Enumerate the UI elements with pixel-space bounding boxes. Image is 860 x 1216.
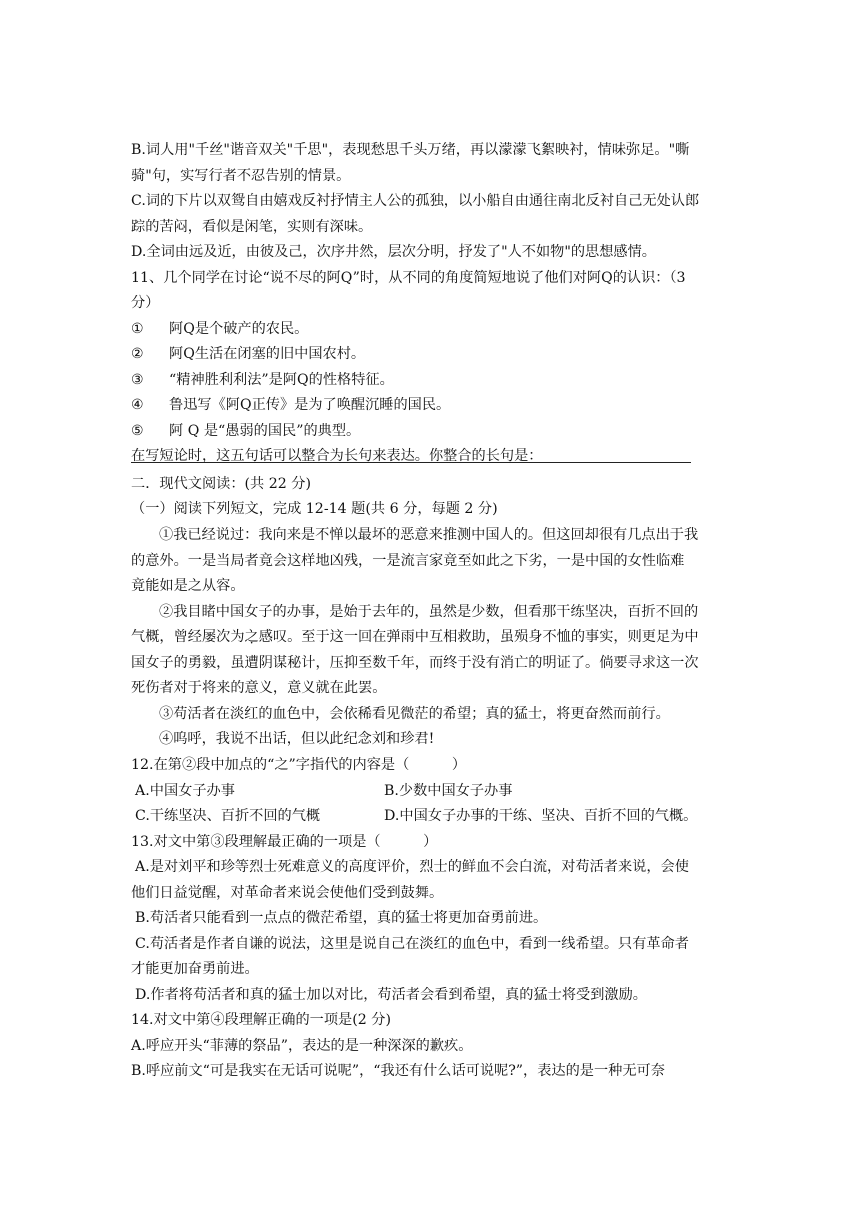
option-d-line: D.全词由远及近，由彼及己，次序井然，层次分明，抒发了"人不如物"的思想感情。 (131, 244, 656, 260)
subsection-heading: （一）阅读下列短文，完成 12-14 题(共 6 分，每题 2 分) (131, 501, 498, 517)
q13-option-d: D.作者将苟活者和真的猛士加以对比，苟活者会看到希望，真的猛士将受到激励。 (135, 987, 647, 1003)
q12-option-b: B.少数中国女子办事 (384, 783, 513, 799)
passage-p1-line1: ①我已经说过：我向来是不惮以最坏的恶意来推测中国人的。但这回却很有几点出于我 (159, 527, 699, 543)
answer-prompt: 在写短论时，这五句话可以整合为长句来表达。你整合的长句是： (131, 448, 543, 464)
question-13: 13.对文中第③段理解最正确的一项是（ ） (131, 834, 438, 850)
item-marker-2: ② (131, 346, 144, 362)
item-marker-4: ④ (131, 397, 144, 413)
item-marker-5: ⑤ (131, 423, 144, 439)
question-11-line2: 分） (131, 295, 160, 311)
q12-option-c: C.干练坚决、百折不回的气概 (135, 808, 321, 824)
passage-p1-line3: 竟能如是之从容。 (131, 578, 245, 594)
option-b-line1: B.词人用"千丝"谐音双关"千思"，表现愁思千头万绪，再以濛濛飞絮映衬，情味弥足。"嘶 (131, 142, 690, 158)
question-12: 12.在第②段中加点的“之”字指代的内容是（ ） (131, 757, 467, 773)
item-text-2: 阿Q生活在闭塞的旧中国农村。 (169, 346, 366, 362)
question-11-line1: 11、几个同学在讨论“说不尽的阿Q”时，从不同的角度简短地说了他们对阿Q的认识：（3 (131, 270, 686, 286)
passage-p2-line2-pre: 气概，曾经屡次为 (131, 629, 245, 645)
passage-p2-line3: 国女子的勇毅，虽遭阴谋秘计，压抑至数千年，而终于没有消亡的明证了。倘要寻求这一次 (131, 655, 699, 671)
option-c-line1: C.词的下片以双鸳自由嬉戏反衬抒情主人公的孤独，以小船自由通往南北反衬自己无处认郎 (131, 193, 700, 209)
passage-p2-line1: ②我目睹中国女子的办事，是始于去年的，虽然是少数，但看那干练坚决，百折不回的 (159, 604, 699, 620)
q13-option-b: B.苟活者只能看到一点点的微茫希望，真的猛士将更加奋勇前进。 (135, 910, 548, 926)
dotted-character: 之 (244, 629, 259, 645)
passage-p3: ③苟活者在淡红的血色中，会依稀看见微茫的希望；真的猛士，将更奋然而前行。 (159, 706, 670, 722)
option-c-line2: 踪的苦闷，看似是闲笔，实则有深味。 (131, 219, 373, 235)
passage-p2-line2 (131, 626, 699, 648)
passage-p2-line4: 死伤者对于将来的意义，意义就在此罢。 (131, 680, 387, 696)
q14-option-a: A.呼应开头“菲薄的祭品”，表达的是一种深深的歉疚。 (131, 1038, 473, 1054)
item-marker-1: ① (131, 321, 144, 337)
item-text-3: “精神胜利利法”是阿Q的性格特征。 (169, 372, 394, 388)
passage-p2-line2-post: 感叹。至于这一回在弹雨中互相救助，虽殒身不恤的事实，则更足为中 (258, 629, 699, 645)
q13-option-a-line1: A.是对刘平和珍等烈士死难意义的高度评价，烈士的鲜血不会白流，对苟活者来说，会使 (135, 859, 689, 875)
q13-option-c-line1: C.苟活者是作者自谦的说法，这里是说自己在淡红的血色中，看到一线希望。只有革命者 (135, 936, 689, 952)
q14-option-b: B.呼应前文“可是我实在无话可说呢”，“我还有什么话可说呢?”，表达的是一种无可奈 (131, 1063, 665, 1079)
q12-option-d: D.中国女子办事的干练、坚决、百折不回的气概。 (384, 808, 698, 824)
question-14: 14.对文中第④段理解正确的一项是(2 分) (131, 1012, 391, 1028)
q13-option-c-line2: 才能更加奋勇前进。 (131, 961, 259, 977)
option-b-line2: 骑"句，实写行者不忍告别的情景。 (131, 168, 351, 184)
section-heading: 二．现代文阅读：(共 22 分) (131, 476, 312, 492)
item-marker-3: ③ (131, 372, 144, 388)
item-text-5: 阿 Q 是“愚弱的国民”的典型。 (169, 423, 361, 439)
item-text-4: 鲁迅写《阿Q正传》是为了唤醒沉睡的国民。 (169, 397, 451, 413)
item-text-1: 阿Q是个破产的农民。 (169, 321, 309, 337)
q12-option-a: A.中国女子办事 (135, 783, 235, 799)
passage-p1-line2: 的意外。一是当局者竟会这样地凶残，一是流言家竟至如此之下劣，一是中国的女性临难 (131, 553, 685, 569)
q13-option-a-line2: 他们日益觉醒，对革命者来说会使他们受到鼓舞。 (131, 885, 444, 901)
answer-line[interactable] (131, 462, 691, 463)
passage-p4: ④呜呼，我说不出话，但以此纪念刘和珍君! (159, 731, 435, 747)
